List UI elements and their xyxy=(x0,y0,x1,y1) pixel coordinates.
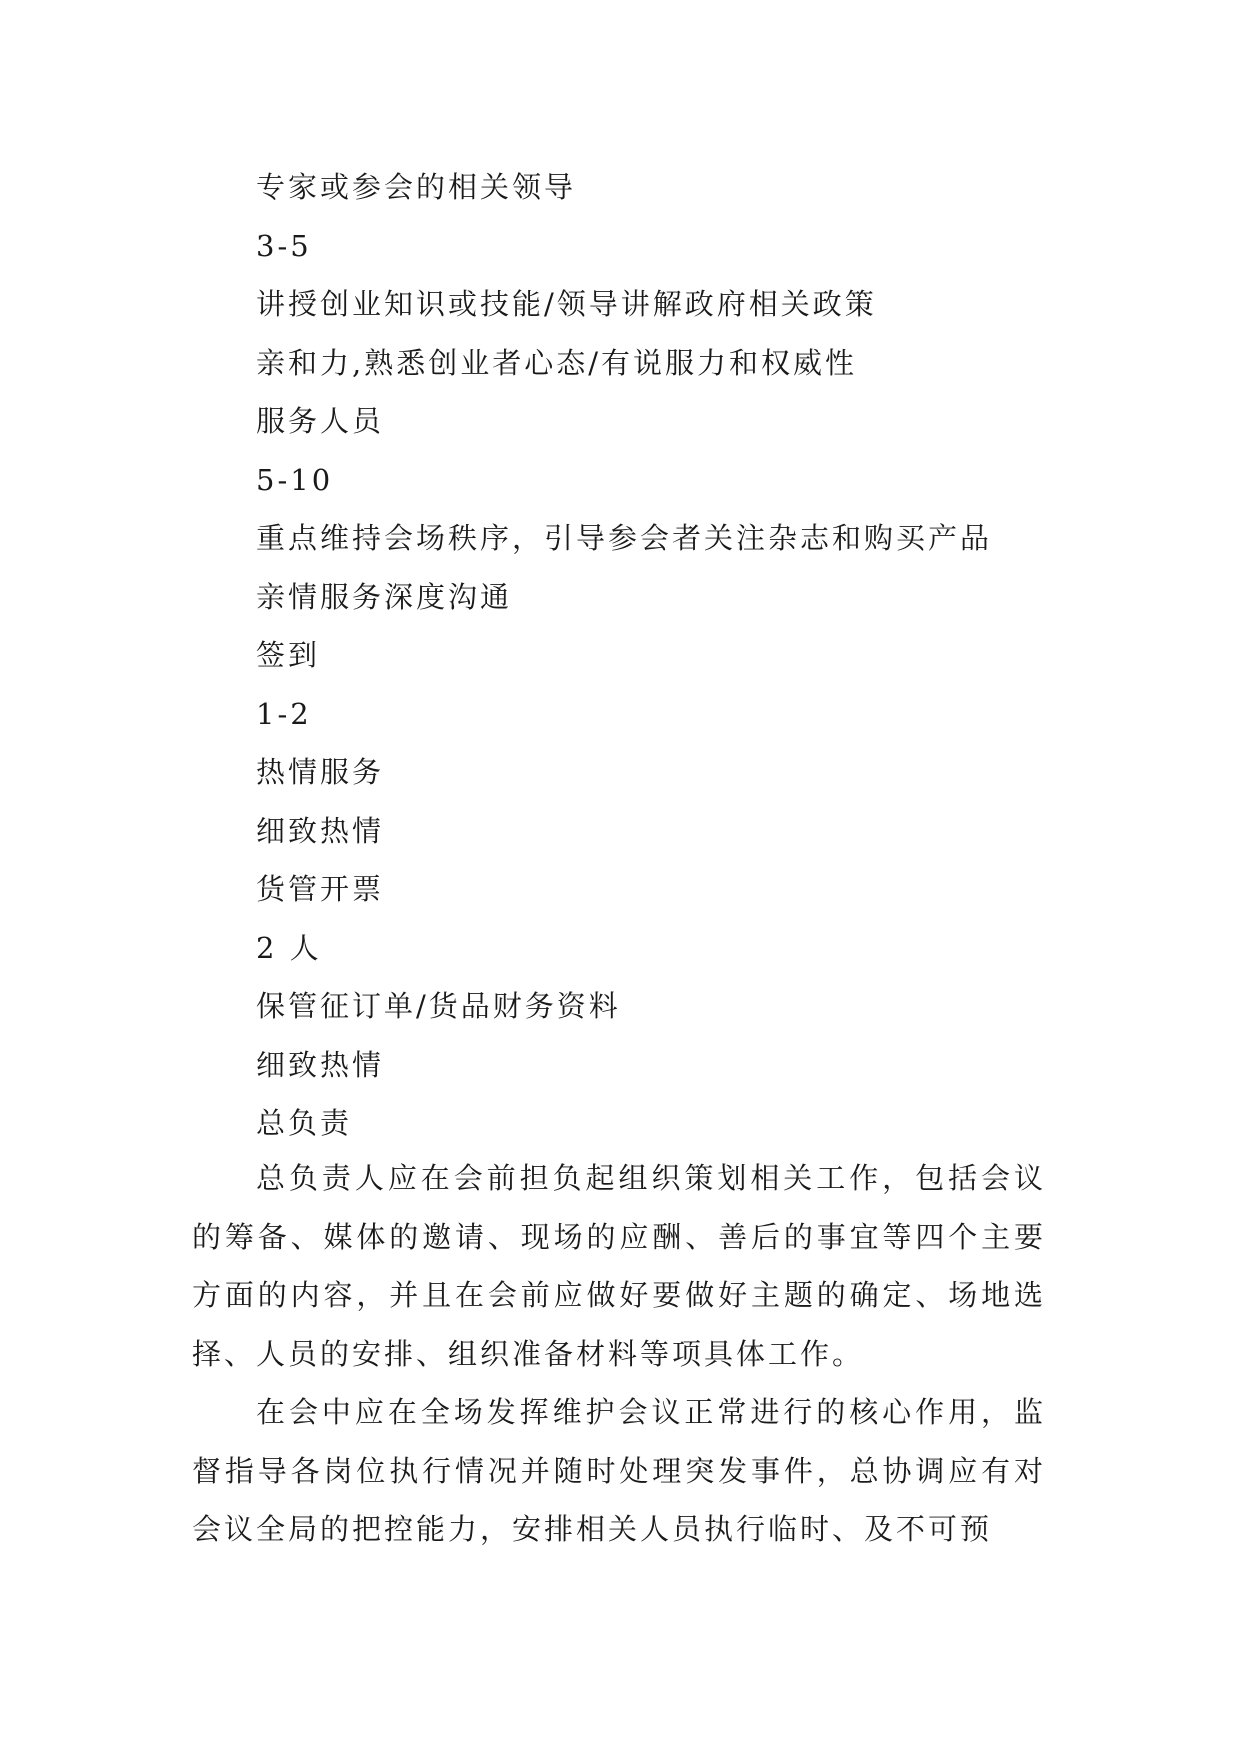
line-item: 货管开票 xyxy=(256,872,385,906)
line-item: 专家或参会的相关领导 xyxy=(256,170,577,204)
paragraph: 总负责人应在会前担负起组织策划相关工作，包括会议的筹备、媒体的邀请、现场的应酬、善后的事宜等四个主要方面的内容，并且在会前应做好要做好主题的确定、场地选择、人员的安排、组织准备材料等项具体工作。 xyxy=(192,1161,1046,1371)
line-item: 总负责 xyxy=(256,1106,353,1140)
line-item: 讲授创业知识或技能/领导讲解政府相关政策 xyxy=(256,287,877,321)
paragraph: 在会中应在全场发挥维护会议正常进行的核心作用，监督指导各岗位执行情况并随时处理突发事件，总协调应有对会议全局的把控能力，安排相关人员执行临时、及不可预 xyxy=(192,1395,1046,1546)
line-item: 签到 xyxy=(256,638,321,672)
line-item: 细致热情 xyxy=(256,1047,385,1082)
line-item: 3-5 xyxy=(256,228,312,263)
line-item: 亲和力,熟悉创业者心态/有说服力和权威性 xyxy=(256,345,857,380)
line-item: 保管征订单/货品财务资料 xyxy=(256,989,621,1023)
line-item: 1-2 xyxy=(256,696,312,731)
line-item: 细致热情 xyxy=(256,813,385,848)
line-list xyxy=(256,158,992,1153)
line-item: 服务人员 xyxy=(256,404,385,438)
line-item: 5-10 xyxy=(256,462,334,497)
line-item: 重点维持会场秩序，引导参会者关注杂志和购买产品 xyxy=(256,521,993,555)
line-item: 亲情服务深度沟通 xyxy=(256,579,513,614)
line-item: 2 人 xyxy=(256,930,322,965)
body-paragraphs xyxy=(192,1149,1046,1559)
line-item: 热情服务 xyxy=(256,755,385,789)
